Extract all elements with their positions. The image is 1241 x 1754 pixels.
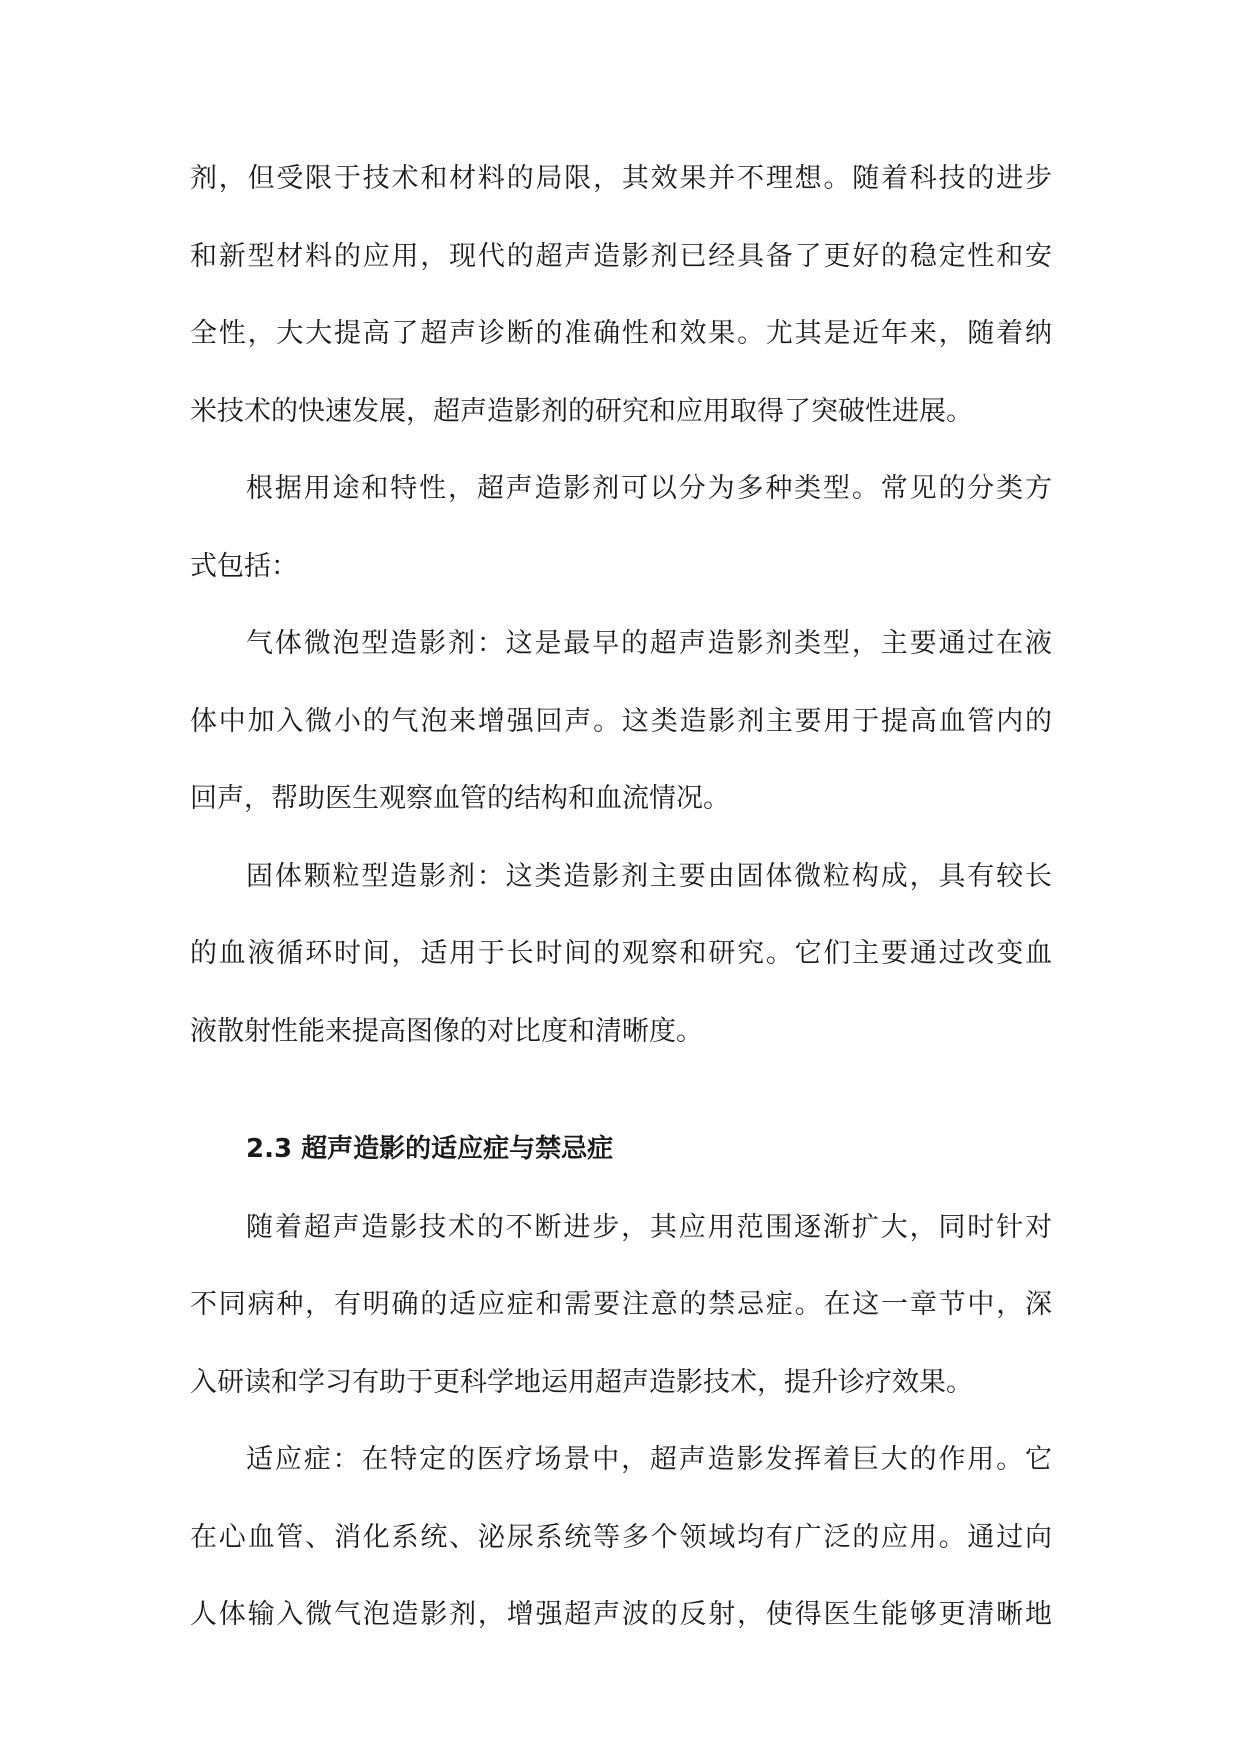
text-line: 不同病种，有明确的适应症和需要注意的禁忌症。在这一章节中，深 [190, 1289, 1052, 1320]
text-line: 人体输入微气泡造影剂，增强超声波的反射，使得医生能够更清晰地 [190, 1599, 1052, 1630]
paragraph-classification-intro [190, 450, 1052, 605]
paragraph-solid-particle [190, 838, 1052, 1071]
paragraph-indications [190, 1421, 1052, 1654]
text-line: 在心血管、消化系统、泌尿系统等多个领域均有广泛的应用。通过向 [190, 1521, 1052, 1553]
text-line: 和新型材料的应用，现代的超声造影剂已经具备了更好的稳定性和安 [190, 240, 1052, 272]
text-line: 根据用途和特性，超声造影剂可以分为多种类型。常见的分类方 [246, 473, 1052, 504]
text-line: 入研读和学习有助于更科学地运用超声造影技术，提升诊疗效果。 [190, 1366, 973, 1398]
text-line: 液散射性能来提高图像的对比度和清晰度。 [190, 1015, 703, 1047]
text-line: 式包括： [190, 550, 298, 582]
text-line: 全性，大大提高了超声诊断的准确性和效果。尤其是近年来，随着纳 [190, 318, 1052, 349]
text-line: 的血液循环时间，适用于长时间的观察和研究。它们主要通过改变血 [190, 938, 1052, 969]
text-line: 气体微泡型造影剂：这是最早的超声造影剂类型，主要通过在液 [246, 628, 1052, 659]
paragraph-indications-intro [190, 1189, 1052, 1422]
section-heading: 2.3 超声造影的适应症与禁忌症 [246, 1134, 614, 1164]
text-line: 随着超声造影技术的不断进步，其应用范围逐渐扩大，同时针对 [246, 1211, 1052, 1243]
paragraph-continuation [190, 140, 1052, 450]
paragraph-gas-microbubble [190, 605, 1052, 838]
text-line: 米技术的快速发展，超声造影剂的研究和应用取得了突破性进展。 [190, 395, 973, 427]
page-body [190, 140, 1052, 1654]
text-line: 剂，但受限于技术和材料的局限，其效果并不理想。随着科技的进步 [190, 163, 1052, 194]
text-line: 固体颗粒型造影剂：这类造影剂主要由固体微粒构成，具有较长 [246, 860, 1052, 892]
text-line: 体中加入微小的气泡来增强回声。这类造影剂主要用于提高血管内的 [190, 705, 1052, 737]
text-line: 适应症：在特定的医疗场景中，超声造影发挥着巨大的作用。它 [246, 1444, 1052, 1475]
text-line: 回声，帮助医生观察血管的结构和血流情况。 [190, 783, 730, 814]
